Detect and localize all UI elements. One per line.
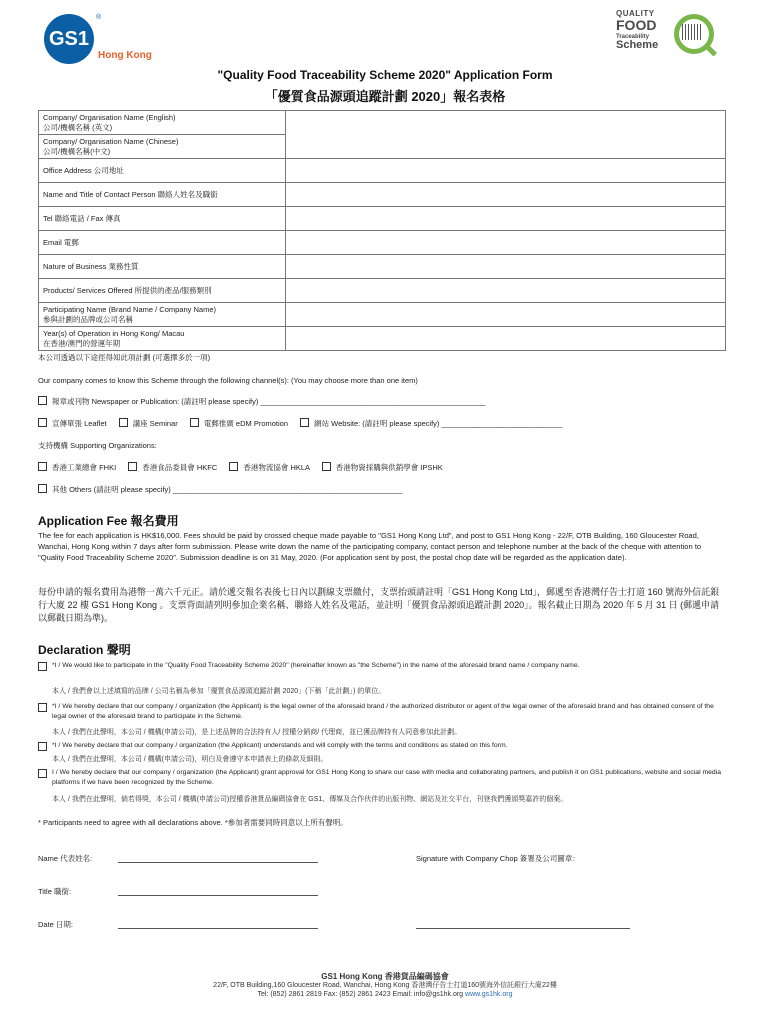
qft-quality: QUALITY (616, 9, 655, 18)
qft-scheme: Scheme (616, 39, 659, 51)
declaration-text-zh: 本人 / 我們在此聲明，本公司 / 機構(申請公司)，明白及會遵守本申請表上的條款及細則。 (52, 756, 328, 763)
qft-logo-text (616, 10, 682, 51)
field-label-zh: 參與計劃的品牌或公司名稱 (43, 314, 133, 324)
signature-line[interactable] (416, 928, 630, 929)
seminar-checkbox[interactable] (119, 418, 128, 427)
company-chop-label: Signature with Company Chop 簽署及公司圖章： (416, 854, 580, 863)
field-label (39, 111, 286, 135)
declaration-checkbox-3[interactable] (38, 742, 47, 751)
channel-row-1 (38, 396, 486, 407)
footer-contact-line (0, 990, 770, 999)
applicant-info-table (38, 110, 726, 351)
field-label-en: Participating Name (Brand Name / Company Name) (43, 304, 216, 314)
application-fee-heading: Application Fee 報名費用 (38, 514, 179, 528)
table-row (39, 159, 726, 183)
channel-row-2 (38, 418, 562, 429)
table-row (39, 327, 726, 351)
title-label: Title 職銜: (38, 887, 72, 896)
others-checkbox[interactable] (38, 484, 47, 493)
table-row (39, 207, 726, 231)
tel-fax-field[interactable] (286, 207, 726, 231)
channels-intro-zh: 本公司透過以下途徑得知此項計劃 (可選擇多於一項) (38, 353, 211, 362)
field-label-en: Year(s) of Operation in Hong Kong/ Macau (43, 328, 185, 338)
footer-contact: Tel: (852) 2861 2819 Fax: (852) 2861 2423 Email: info@gs1hk.org (257, 991, 464, 998)
participating-name-field[interactable] (286, 303, 726, 327)
form-title-english: "Quality Food Traceability Scheme 2020" Application Form (217, 68, 553, 82)
field-label: Nature of Business 業務性質 (39, 255, 286, 279)
declaration-item (38, 768, 726, 788)
field-label: Office Address 公司地址 (39, 159, 286, 183)
fhki-checkbox[interactable] (38, 462, 47, 471)
declaration-checkbox-4[interactable] (38, 769, 47, 778)
gs1-logo (36, 12, 166, 68)
field-label (39, 135, 286, 159)
field-label-en: Company/ Organisation Name (English) (43, 112, 176, 122)
declaration-text-en: *I / We hereby declare that our company / organization (the Applicant) is the legal owner of the aforesaid brand / the authorized distributor or agent of the legal owner of the aforesaid brand and has obtained consent of the legal owner of the aforesaid brand to participate in the Scheme. (52, 703, 714, 720)
declaration-text-zh: 本人 / 我們會以上述填寫的品牌 / 公司名稱為參加「優質食品源頭追蹤計劃 2020」(下稱「此計劃」) 的單位。 (52, 688, 386, 695)
newspaper-label: 報章或刊物 Newspaper or Publication: (請註明 please specify) ______________________________________________________ (52, 397, 486, 406)
footer-address: 22/F, OTB Building,160 Gloucester Road, Wanchai, Hong Kong 香港灣仔告士打道160號海外信託銀行大廈22樓 (213, 982, 557, 989)
leaflet-checkbox[interactable] (38, 418, 47, 427)
declaration-item (38, 661, 726, 671)
date-label: Date 日期: (38, 920, 74, 929)
footer (0, 972, 770, 999)
declaration-item (38, 741, 726, 751)
contact-person-field[interactable] (286, 183, 726, 207)
field-label: Tel 聯絡電話 / Fax 傳真 (39, 207, 286, 231)
newspaper-checkbox[interactable] (38, 396, 47, 405)
seminar-label: 講座 Seminar (132, 419, 178, 428)
products-services-field[interactable] (286, 279, 726, 303)
field-label-zh: 在香港/澳門的營運年期 (43, 338, 121, 348)
ipshk-label: 香港物資採購與供銷學會 IPSHK (335, 463, 443, 472)
email-field[interactable] (286, 231, 726, 255)
footer-website-link[interactable]: www.gs1hk.org (465, 991, 513, 998)
field-label: Name and Title of Contact Person 聯絡人姓名及職銜 (39, 183, 286, 207)
field-label-en: Company/ Organisation Name (Chinese) (43, 136, 179, 146)
hkla-label: 香港物流協會 HKLA (243, 463, 310, 472)
hkla-checkbox[interactable] (229, 462, 238, 471)
application-fee-text-en: The fee for each application is HK$16,000. Fees should be paid by crossed cheque made payable to "GS1 Hong Kong Ltd", and post to GS1 Hong Kong - 22/F, OTB Building, 160 Gloucester Road, Wanchai, Hong Kong within 7 days after form submission. Please write down the name of the participating company, contact person and telephone number at the back of the cheque with attention to "Quality Food Traceability Scheme 2020". Submission deadline is on 31 May, 2020. (For application sent by post, the postal chop date will be regarded as the application date). (38, 531, 702, 562)
qft-food: FOOD (616, 17, 657, 33)
others-label: 其他 Others (請註明 please specify) _______________________________________________________ (52, 485, 403, 494)
edm-checkbox[interactable] (190, 418, 199, 427)
field-label-zh: 公司/機構名稱 (英文) (43, 122, 113, 132)
ipshk-checkbox[interactable] (322, 462, 331, 471)
field-label: Email 電郵 (39, 231, 286, 255)
field-label-zh: 公司/機構名稱(中文) (43, 146, 111, 156)
declaration-text-zh: 本人 / 我們在此聲明，倘若得獎，本公司 / 機構(申請公司)授權香港貨品編碼協會在 GS1、傳媒及合作伙伴的出版刊物、網站及社交平台，刊登我們獲頒獎嘉許的個案。 (52, 796, 568, 803)
office-address-field[interactable] (286, 159, 726, 183)
declaration-heading: Declaration 聲明 (38, 643, 131, 657)
declaration-text-en: I / We hereby declare that our company / organization (the Applicant) grant approval for GS1 Hong Kong to share our case with media and collaborating partners, and publish it on GS1 publications, website and social media platforms if we have been recognized by the Scheme. (52, 769, 721, 786)
table-row (39, 231, 726, 255)
declaration-text-zh: 本人 / 我們在此聲明，本公司 / 機構(申請公司)，是上述品牌的合法持有人/ 授權分銷商/ 代理商，並已獲品牌持有人同意參加此計劃。 (52, 729, 462, 736)
form-title-chinese: 「優質食品源頭追蹤計劃 2020」報名表格 (264, 89, 506, 104)
declaration-text-en: *I / We hereby declare that our company / organization (the Applicant) understands and will comply with the terms and conditions as stated on this form. (52, 742, 508, 749)
table-row (39, 303, 726, 327)
supporting-orgs-label: 支持機構 Supporting Organizations: (38, 441, 157, 450)
years-of-operation-field[interactable] (286, 327, 726, 351)
leaflet-label: 宣傳單張 Leaflet (52, 419, 107, 428)
name-label: Name 代表姓名: (38, 854, 93, 863)
website-checkbox[interactable] (300, 418, 309, 427)
table-row (39, 279, 726, 303)
qft-traceability: Traceability (616, 34, 650, 40)
registered-mark: ® (96, 14, 102, 21)
edm-label: 電郵推廣 eDM Promotion (203, 419, 288, 428)
hkfc-checkbox[interactable] (128, 462, 137, 471)
nature-of-business-field[interactable] (286, 255, 726, 279)
channels-intro-en: Our company comes to know this Scheme through the following channel(s): (You may choose more than one item) (38, 376, 418, 385)
field-label (39, 327, 286, 351)
declaration-checkbox-2[interactable] (38, 703, 47, 712)
website-label: 網站 Website: (請註明 please specify) _____________________________ (314, 419, 563, 428)
declaration-text-en: *I / We would like to participate in the "Quality Food Traceability Scheme 2020" (hereinafter known as "the Scheme") in the name of the aforesaid brand name / company name. (52, 662, 580, 669)
table-row (39, 255, 726, 279)
barcode-icon (682, 24, 702, 40)
date-line[interactable] (118, 928, 318, 929)
application-fee-text-zh: 每份申請的報名費用為港幣一萬六千元正。請於遞交報名表後七日內以劃線支票繳付，支票抬頭請註明「GS1 Hong Kong Ltd」，郵遞至香港灣仔告士打道 160 號海外信託銀行大廈 22 樓 GS1 Hong Kong 。支票背面請列明參加企業名稱、聯絡人姓名及電話，並註明「優質食品源頭追蹤計劃 2020」。報名截止日期為 2020 年 5 月 31 日 (郵遞申請以郵戳日期為準)。 (38, 587, 720, 623)
fhki-label: 香港工業總會 FHKI (52, 463, 117, 472)
gs1-logo-mark: GS1 (44, 14, 94, 64)
declaration-checkbox-1[interactable] (38, 662, 47, 671)
field-label: Products/ Services Offered 所提供的產品/服務類別 (39, 279, 286, 303)
table-row (39, 111, 726, 135)
company-name-field[interactable] (286, 111, 726, 159)
gs1-region-label: Hong Kong (98, 50, 152, 61)
declaration-item (38, 702, 726, 722)
field-label (39, 303, 286, 327)
declaration-note: * Participants need to agree with all declarations above. *參加者需要同時同意以上所有聲明。 (38, 818, 348, 827)
hkfc-label: 香港食品委員會 HKFC (142, 463, 218, 472)
channel-row-3 (38, 462, 443, 473)
qft-scheme-logo (616, 10, 736, 62)
footer-organization: GS1 Hong Kong 香港貨品編碼協會 (321, 972, 449, 981)
title-line[interactable] (118, 895, 318, 896)
channel-row-4 (38, 484, 402, 495)
name-line[interactable] (118, 862, 318, 863)
table-row (39, 183, 726, 207)
